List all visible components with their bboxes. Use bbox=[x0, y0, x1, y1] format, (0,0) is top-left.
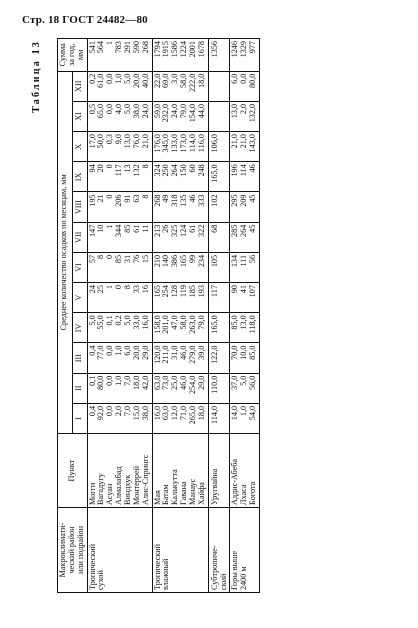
page-header: Стр. 18 ГОСТ 24482—80 bbox=[22, 14, 148, 26]
month-cell: 105 bbox=[208, 252, 230, 282]
month-cell: 94 20 0 117 13 132 8 bbox=[87, 162, 152, 192]
sum-cell: 1794 1915 1586 1224 2001 1678 bbox=[152, 39, 208, 72]
month-cell: 102 bbox=[208, 192, 230, 222]
month-cell: 213 26 325 124 61 322 bbox=[152, 222, 208, 252]
months-group-header: Среднее количество осадков по месяцам, мм bbox=[58, 71, 73, 433]
month-cell: 0,4 77,0 0,0 1,0 6,0 20,0 29,0 bbox=[87, 343, 152, 373]
month-cell: 22,0 69,0 3,0 58,0 222,0 18,0 bbox=[152, 71, 208, 101]
month-cell: 195 21 0 206 91 63 8 bbox=[87, 192, 152, 222]
zone-cell: Горы выше 2400 м bbox=[230, 507, 260, 592]
month-cell: 0,1 80,0 0,0 1,0 7,0 18,0 42,0 bbox=[87, 373, 152, 403]
month-header: I bbox=[72, 403, 87, 433]
table-row bbox=[87, 39, 152, 593]
table-row bbox=[208, 39, 230, 593]
zone-cell: Тропический сухой bbox=[87, 507, 152, 592]
zone-cell: Тропический влажный bbox=[152, 507, 208, 592]
month-cell: 165,0 bbox=[208, 162, 230, 192]
month-cell: 68 bbox=[208, 222, 230, 252]
month-cell: 37,0 5,0 56,0 bbox=[230, 373, 260, 403]
month-cell: 134 111 56 bbox=[230, 252, 260, 282]
month-cell: 158,0 201,0 47,0 58,0 263,0 79,0 bbox=[152, 313, 208, 343]
month-cell bbox=[208, 101, 230, 131]
points-cell: Аддис-Абеба Лхаса Богота bbox=[230, 434, 260, 508]
month-cell: 59,0 232,0 24,0 79,0 154,0 44,0 bbox=[152, 101, 208, 131]
month-header: IX bbox=[72, 162, 87, 192]
month-cell: 90 41 107 bbox=[230, 283, 260, 313]
month-cell: 6,0 0,0 80,0 bbox=[230, 71, 260, 101]
month-cell: 324 250 264 150 60 248 bbox=[152, 162, 208, 192]
month-cell: 5,0 55,0 0,1 0,2 5,0 33,0 16,0 bbox=[87, 313, 152, 343]
table-row bbox=[152, 39, 208, 593]
month-header: III bbox=[72, 343, 87, 373]
points-cell: Могги Вагадугу Асуан Алмалабад Виндхук Монтеррей Алис-Спрингс bbox=[87, 434, 152, 508]
month-header: V bbox=[72, 283, 87, 313]
month-header: VII bbox=[72, 222, 87, 252]
month-header: IV bbox=[72, 313, 87, 343]
month-cell: 0,5 65,0 0,0 4,0 5,0 38,0 24,0 bbox=[87, 101, 152, 131]
month-cell: 285 264 45 bbox=[230, 222, 260, 252]
month-cell: 210 140 386 165 99 234 bbox=[152, 252, 208, 282]
month-cell: 0,4 92,0 0,0 2,0 7,0 15,0 38,0 bbox=[87, 403, 152, 433]
table-title: Таблица 13 bbox=[31, 40, 42, 113]
month-cell: 295 209 45 bbox=[230, 192, 260, 222]
month-cell: 196 114 46 bbox=[230, 162, 260, 192]
sum-header: Сумма за год, мм bbox=[58, 39, 88, 72]
month-cell: 117 bbox=[208, 283, 230, 313]
month-header: X bbox=[72, 132, 87, 162]
month-cell: 16,0 63,0 12,0 71,0 265,0 18,0 bbox=[152, 403, 208, 433]
month-cell: 85,0 13,0 118,0 bbox=[230, 313, 260, 343]
month-cell: 0,2 61,0 0,0 1,0 5,0 20,0 40,0 bbox=[87, 71, 152, 101]
table-row bbox=[230, 39, 260, 593]
month-cell: 14,0 1,0 54,0 bbox=[230, 403, 260, 433]
month-cell: 165 254 128 119 185 193 bbox=[152, 283, 208, 313]
month-header: VIII bbox=[72, 192, 87, 222]
month-cell: 21,0 21,0 143,0 bbox=[230, 132, 260, 162]
sum-cell: 1246 1329 977 bbox=[230, 39, 260, 72]
month-cell: 176,0 345,0 133,0 173,0 114,0 116,0 bbox=[152, 132, 208, 162]
sum-cell: 1356 bbox=[208, 39, 230, 72]
zone-header: Макроклимати- ческий район или подрайон bbox=[58, 507, 88, 592]
month-cell: 24 25 1 0 8 33 16 bbox=[87, 283, 152, 313]
month-header: II bbox=[72, 373, 87, 403]
month-cell: 165,0 bbox=[208, 313, 230, 343]
point-header: Пункт bbox=[58, 434, 88, 508]
month-cell: 57 8 0 85 31 76 15 bbox=[87, 252, 152, 282]
rotated-table-block bbox=[31, 38, 393, 593]
month-header: VI bbox=[72, 252, 87, 282]
month-cell: 110,0 bbox=[208, 373, 230, 403]
month-cell: 70,0 10,0 85,0 bbox=[230, 343, 260, 373]
zone-cell: Субтропиче- ский bbox=[208, 507, 230, 592]
month-cell: 114,0 bbox=[208, 403, 230, 433]
month-header: XI bbox=[72, 101, 87, 131]
month-cell: 147 10 1 344 85 61 11 bbox=[87, 222, 152, 252]
month-cell: 106,0 bbox=[208, 132, 230, 162]
month-cell: 13,0 2,0 132,0 bbox=[230, 101, 260, 131]
points-cell: Уругвайна bbox=[208, 434, 230, 508]
month-cell: 17,0 50,0 0,3 9,0 13,0 76,0 21,0 bbox=[87, 132, 152, 162]
sum-cell: 541 564 1 783 291 590 268 bbox=[87, 39, 152, 72]
month-cell: 122,0 bbox=[208, 343, 230, 373]
month-cell: 63,0 73,0 25,0 46,0 254,0 29,0 bbox=[152, 373, 208, 403]
month-cell: 120,0 211,0 31,0 46,0 279,0 39,0 bbox=[152, 343, 208, 373]
points-cell: Мая Батам Калькутта Гавана Манаус Хайфа bbox=[152, 434, 208, 508]
month-cell: 268 49 318 135 46 333 bbox=[152, 192, 208, 222]
precipitation-table bbox=[57, 38, 260, 593]
month-header: XII bbox=[72, 71, 87, 101]
month-cell bbox=[208, 71, 230, 101]
